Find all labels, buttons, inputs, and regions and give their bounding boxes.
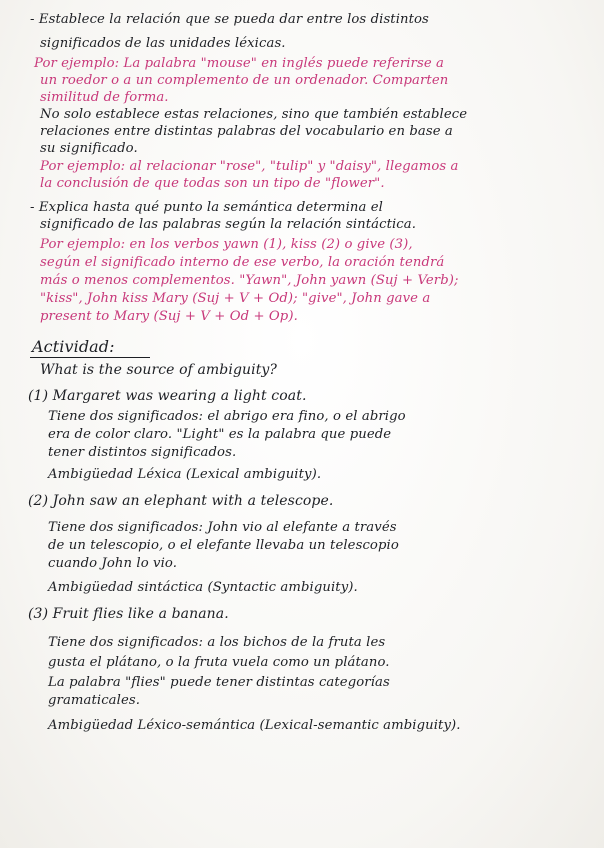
text-line: de un telescopio, o el elefante llevaba un telescopio: [48, 538, 399, 553]
text-line: su significado.: [40, 141, 138, 156]
answer-line: Ambigüedad Léxico-semántica (Lexical-semantic ambiguity).: [48, 718, 461, 733]
example-line: un roedor o a un complemento de un ordenador. Comparten: [40, 73, 449, 88]
answer-line: Ambigüedad sintáctica (Syntactic ambiguity).: [48, 580, 358, 595]
example-line: Por ejemplo: en los verbos yawn (1), kiss (2) o give (3),: [40, 237, 413, 252]
example-sentence: (3) Fruit flies like a banana.: [28, 606, 229, 622]
example-line: similitud de forma.: [40, 90, 169, 105]
example-line: "kiss", John kiss Mary (Suj + V + Od); "give", John gave a: [40, 291, 431, 306]
text-line: No solo establece estas relaciones, sino que también establece: [40, 107, 468, 122]
text-line: Tiene dos significados: el abrigo era fino, o el abrigo: [48, 409, 406, 424]
example-sentence: (2) John saw an elephant with a telescope.: [28, 493, 334, 509]
text-line: significados de las unidades léxicas.: [40, 36, 286, 51]
activity-question: What is the source of ambiguity?: [40, 362, 278, 378]
text-line: era de color claro. "Light" es la palabra que puede: [48, 427, 392, 442]
example-sentence: (1) Margaret was wearing a light coat.: [28, 388, 307, 404]
text-line: Tiene dos significados: John vio al elefante a través: [48, 520, 397, 535]
text-line: relaciones entre distintas palabras del vocabulario en base a: [40, 124, 453, 139]
text-line: gramaticales.: [48, 693, 141, 708]
answer-line: Ambigüedad Léxica (Lexical ambiguity).: [48, 467, 322, 482]
text-line: significado de las palabras según la relación sintáctica.: [40, 217, 417, 232]
activity-title: Actividad:: [32, 337, 115, 356]
text-line: tener distintos significados.: [48, 445, 237, 460]
text-line: Tiene dos significados: a los bichos de la fruta les: [48, 635, 386, 650]
title-underline: [30, 357, 150, 358]
text-line: gusta el plátano, o la fruta vuela como un plátano.: [48, 655, 390, 670]
text-line: cuando John lo vio.: [48, 556, 178, 571]
example-line: Por ejemplo: al relacionar "rose", "tulip" y "daisy", llegamos a: [40, 159, 459, 174]
text-line: - Establece la relación que se pueda dar entre los distintos: [30, 12, 429, 27]
example-line: present to Mary (Suj + V + Od + Op).: [40, 309, 298, 324]
example-line: Por ejemplo: La palabra "mouse" en inglés puede referirse a: [34, 56, 444, 71]
text-line: La palabra "flies" puede tener distintas categorías: [48, 675, 390, 690]
example-line: más o menos complementos. "Yawn", John yawn (Suj + Verb);: [40, 273, 459, 288]
example-line: según el significado interno de ese verbo, la oración tendrá: [40, 255, 445, 270]
example-line: la conclusión de que todas son un tipo de "flower".: [40, 176, 385, 191]
text-line: - Explica hasta qué punto la semántica determina el: [30, 200, 384, 215]
